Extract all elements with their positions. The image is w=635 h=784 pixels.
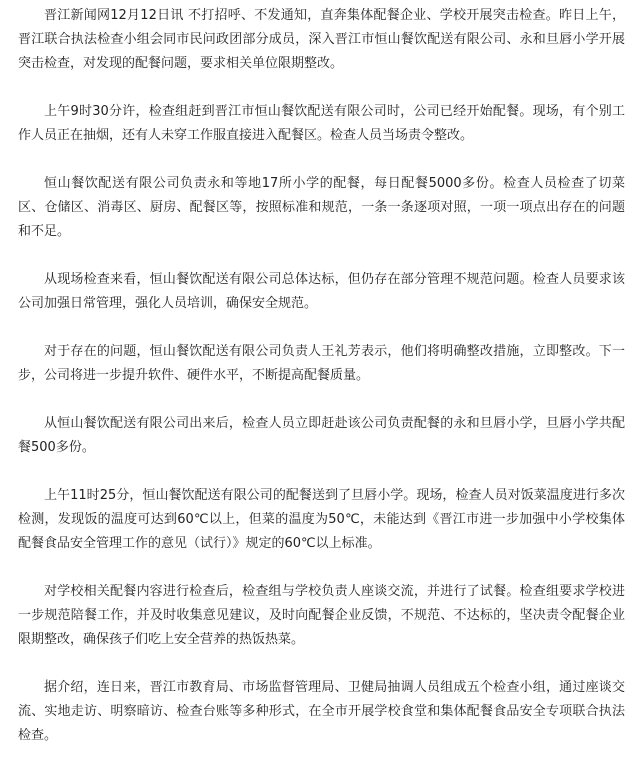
- paragraph-3: 恒山餐饮配送有限公司负责永和等地17所小学的配餐，每日配餐5000多份。检查人员检查了切菜区、仓储区、消毒区、厨房、配餐区等，按照标准和规范，一条一条逐项对照，一项一项点出存在的问题和不足。: [18, 176, 625, 239]
- paragraph-7: 上午11时25分，恒山餐饮配送有限公司的配餐送到了旦唇小学。现场，检查人员对饭菜温度进行多次检测，发现饭的温度可达到60℃以上，但菜的温度为50℃，未能达到《晋江市进一步加强中小学校集体配餐食品安全管理工作的意见（试行）》规定的60℃以上标准。: [18, 488, 625, 551]
- paragraph-lead: 晋江新闻网12月12日讯 不打招呼、不发通知，直奔集体配餐企业、学校开展突击检查。昨日上午，晋江联合执法检查小组会同市民问政团部分成员，深入晋江市恒山餐饮配送有限公司、永和旦唇小学开展突击检查，对发现的配餐问题，要求相关单位限期整改。: [18, 8, 625, 71]
- paragraph-5: 对于存在的问题，恒山餐饮配送有限公司负责人王礼芳表示，他们将明确整改措施，立即整改。下一步，公司将进一步提升软件、硬件水平，不断提高配餐质量。: [18, 344, 625, 383]
- paragraph-2: 上午9时30分许，检查组赶到晋江市恒山餐饮配送有限公司时，公司已经开始配餐。现场，有个别工作人员正在抽烟，还有人未穿工作服直接进入配餐区。检查人员当场责令整改。: [18, 104, 625, 143]
- paragraph-6: 从恒山餐饮配送有限公司出来后，检查人员立即赶赴该公司负责配餐的永和旦唇小学，旦唇小学共配餐500多份。: [18, 416, 625, 455]
- paragraph-8: 对学校相关配餐内容进行检查后，检查组与学校负责人座谈交流，并进行了试餐。检查组要求学校进一步规范陪餐工作，并及时收集意见建议，及时向配餐企业反馈，不规范、不达标的，坚决责令配餐企业限期整改，确保孩子们吃上安全营养的热饭热菜。: [18, 584, 625, 647]
- paragraph-4: 从现场检查来看，恒山餐饮配送有限公司总体达标，但仍存在部分管理不规范问题。检查人员要求该公司加强日常管理，强化人员培训，确保安全规范。: [18, 272, 625, 311]
- paragraph-9: 据介绍，连日来，晋江市教育局、市场监督管理局、卫健局抽调人员组成五个检查小组，通过座谈交流、实地走访、明察暗访、检查台账等多种形式，在全市开展学校食堂和集体配餐食品安全专项联合执法检查。: [18, 680, 625, 743]
